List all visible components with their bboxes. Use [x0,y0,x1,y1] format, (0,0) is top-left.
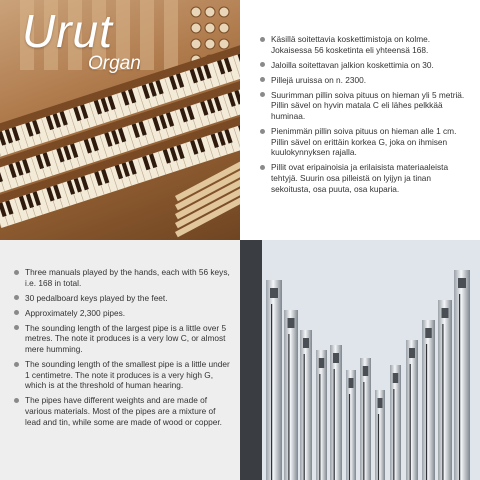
stop-knob [191,23,201,33]
fact-text: Pienimmän pillin soiva pituus on hieman alle 1 cm. Pillin sävel on erittäin korkea G, joka on ihmisen kuulokynnyksen rajalla. [271,126,457,158]
list-item [260,162,466,194]
list-item [14,395,232,427]
pipe-mouth [442,308,449,318]
bullet-icon [260,77,265,82]
stop-knob [191,7,201,17]
pipe-mouth [333,353,339,363]
fact-text: Jaloilla soitettavan jalkion koskettimia on 30. [271,59,434,70]
pipe-mouth [303,338,309,348]
list-item [260,75,466,86]
pipe-mouth [363,366,369,376]
bullet-icon [14,295,19,300]
bullet-icon [260,129,265,134]
bullet-icon [260,165,265,170]
english-facts-panel [0,240,240,480]
stop-knob [191,39,201,49]
stop-knob [205,23,215,33]
fact-text: Pillit ovat eripainoisia ja erilaisista materiaaleista tehtyjä. Suurin osa pilleistä on lyijyn ja tinan sekoitusta, osa puuta, osa kuparia. [271,162,449,194]
fact-text: 30 pedalboard keys played by the feet. [25,292,168,303]
title-block [22,5,141,74]
list-item [260,126,466,158]
list-item [260,60,466,71]
fact-text: Pillejä uruissa on n. 2300. [271,74,367,85]
organ-pipe [300,330,312,480]
organ-pipes-photo [240,240,480,480]
stop-knob [219,23,229,33]
bullet-icon [14,310,19,315]
page-subtitle: Organ [88,53,141,74]
pipe-mouth [319,358,325,368]
pipe-mouth [393,373,399,383]
pipe-mouth [270,288,278,298]
bullet-icon [14,362,19,367]
stop-knob [205,7,215,17]
finnish-facts-list [260,34,466,199]
list-item [14,323,232,355]
organ-pipe [422,320,435,480]
fact-text: Käsillä soitettavia koskettimistoja on kolme. Jokaisessa 56 kosketinta eli yhteensä 168. [271,34,431,55]
fact-text: Approximately 2,300 pipes. [25,307,126,318]
organ-pipe [316,350,327,480]
bullet-icon [260,37,265,42]
finnish-facts-panel [240,0,480,240]
wood-slat [164,0,178,70]
pipe-mouth [409,348,415,358]
wood-slat [140,0,154,70]
list-item [14,359,232,391]
bullet-icon [14,398,19,403]
organ-pipe [360,358,371,480]
fact-text: The sounding length of the largest pipe is a little over 5 metres. The note it produces is a very low C, or almost mere humming. [25,322,227,355]
organ-pipe [330,345,342,480]
english-facts-list [14,267,232,432]
bullet-icon [260,62,265,67]
list-item [14,293,232,304]
organ-pipe [284,310,298,480]
organ-keyboard-photo [0,0,240,240]
pipe-mouth [288,318,295,328]
pipe-mouth [349,378,354,388]
page-title: Urut [22,5,113,57]
bullet-icon [14,325,19,330]
organ-pipe [438,300,452,480]
list-item [14,267,232,288]
stop-knob [205,39,215,49]
fact-text: The pipes have different weights and are made of various materials. Most of the pipes are a mixture of lead and tin, while some are made of wood or copper. [25,395,222,427]
pipe-mouth [425,328,432,338]
organ-pipes-illustration [240,240,480,480]
organ-pipe [266,280,282,480]
stop-knob [219,39,229,49]
list-item [260,34,466,55]
organ-pipe [454,270,470,480]
fact-text: Three manuals played by the hands, each with 56 keys, i.e. 168 in total. [25,267,230,288]
left-pillar [240,240,262,480]
fact-text: Suurimman pillin soiva pituus on hieman yli 5 metriä. Pillin sävel on hyvin matala C eli lähes pelkkää huminaa. [271,89,465,122]
stop-knob [219,7,229,17]
pipe-mouth [458,278,466,288]
bullet-icon [14,270,19,275]
organ-pipe [406,340,418,480]
list-item [14,308,232,319]
list-item [260,90,466,122]
fact-text: The sounding length of the smallest pipe is a little under 1 centimetre. The note it produces is a very high G, which is at the threshold of human hearing. [25,359,230,391]
pipe-mouth [378,398,383,408]
bullet-icon [260,92,265,97]
